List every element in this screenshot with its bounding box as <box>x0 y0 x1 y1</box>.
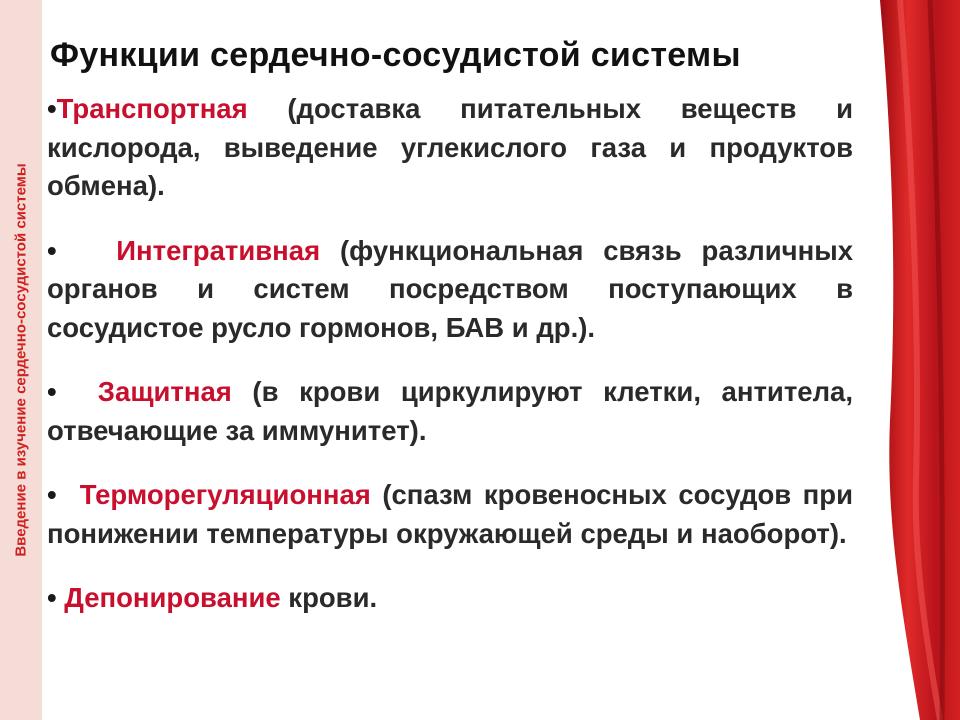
term-thermoregulation: Терморегуляционная <box>79 479 371 510</box>
bullet-icon: • <box>47 93 57 124</box>
list-item-deposition <box>47 579 853 618</box>
list-item-thermoregulation <box>47 476 853 553</box>
bullet-icon: • <box>47 582 57 613</box>
description-transport: (доставка питательных веществ и кислорода, выведение углекислого газа и продуктов обмена). <box>47 93 853 201</box>
function-list <box>47 90 853 618</box>
description-integrative: (функциональная связь различных органов и систем посредством поступающих в сосудистое русло гормонов, БАВ и др.). <box>47 234 853 343</box>
bullet-icon: • <box>47 376 57 407</box>
slide-title: Функции сердечно-сосудистой системы <box>50 36 741 74</box>
description-thermoregulation: (спазм кровеносных сосудов при понижении температуры окружающей среды и наоборот). <box>47 479 853 549</box>
term-integrative: Интегративная <box>116 234 321 266</box>
left-sidebar-band <box>0 0 42 720</box>
description-deposition: крови. <box>280 582 378 613</box>
bullet-icon: • <box>47 234 57 266</box>
bullet-icon: • <box>47 479 57 510</box>
term-protective: Защитная <box>97 376 232 407</box>
list-item-integrative <box>47 232 853 348</box>
list-item-transport <box>47 90 853 206</box>
side-caption: Введение в изучение сердечно-сосудистой системы <box>12 163 30 557</box>
term-deposition: Депонирование <box>64 582 281 613</box>
description-protective: (в крови циркулируют клетки, антитела, отвечающие за иммунитет). <box>47 376 853 446</box>
term-transport: Транспортная <box>56 93 248 124</box>
red-curtain-decoration <box>860 0 960 720</box>
list-item-protective <box>47 373 853 450</box>
